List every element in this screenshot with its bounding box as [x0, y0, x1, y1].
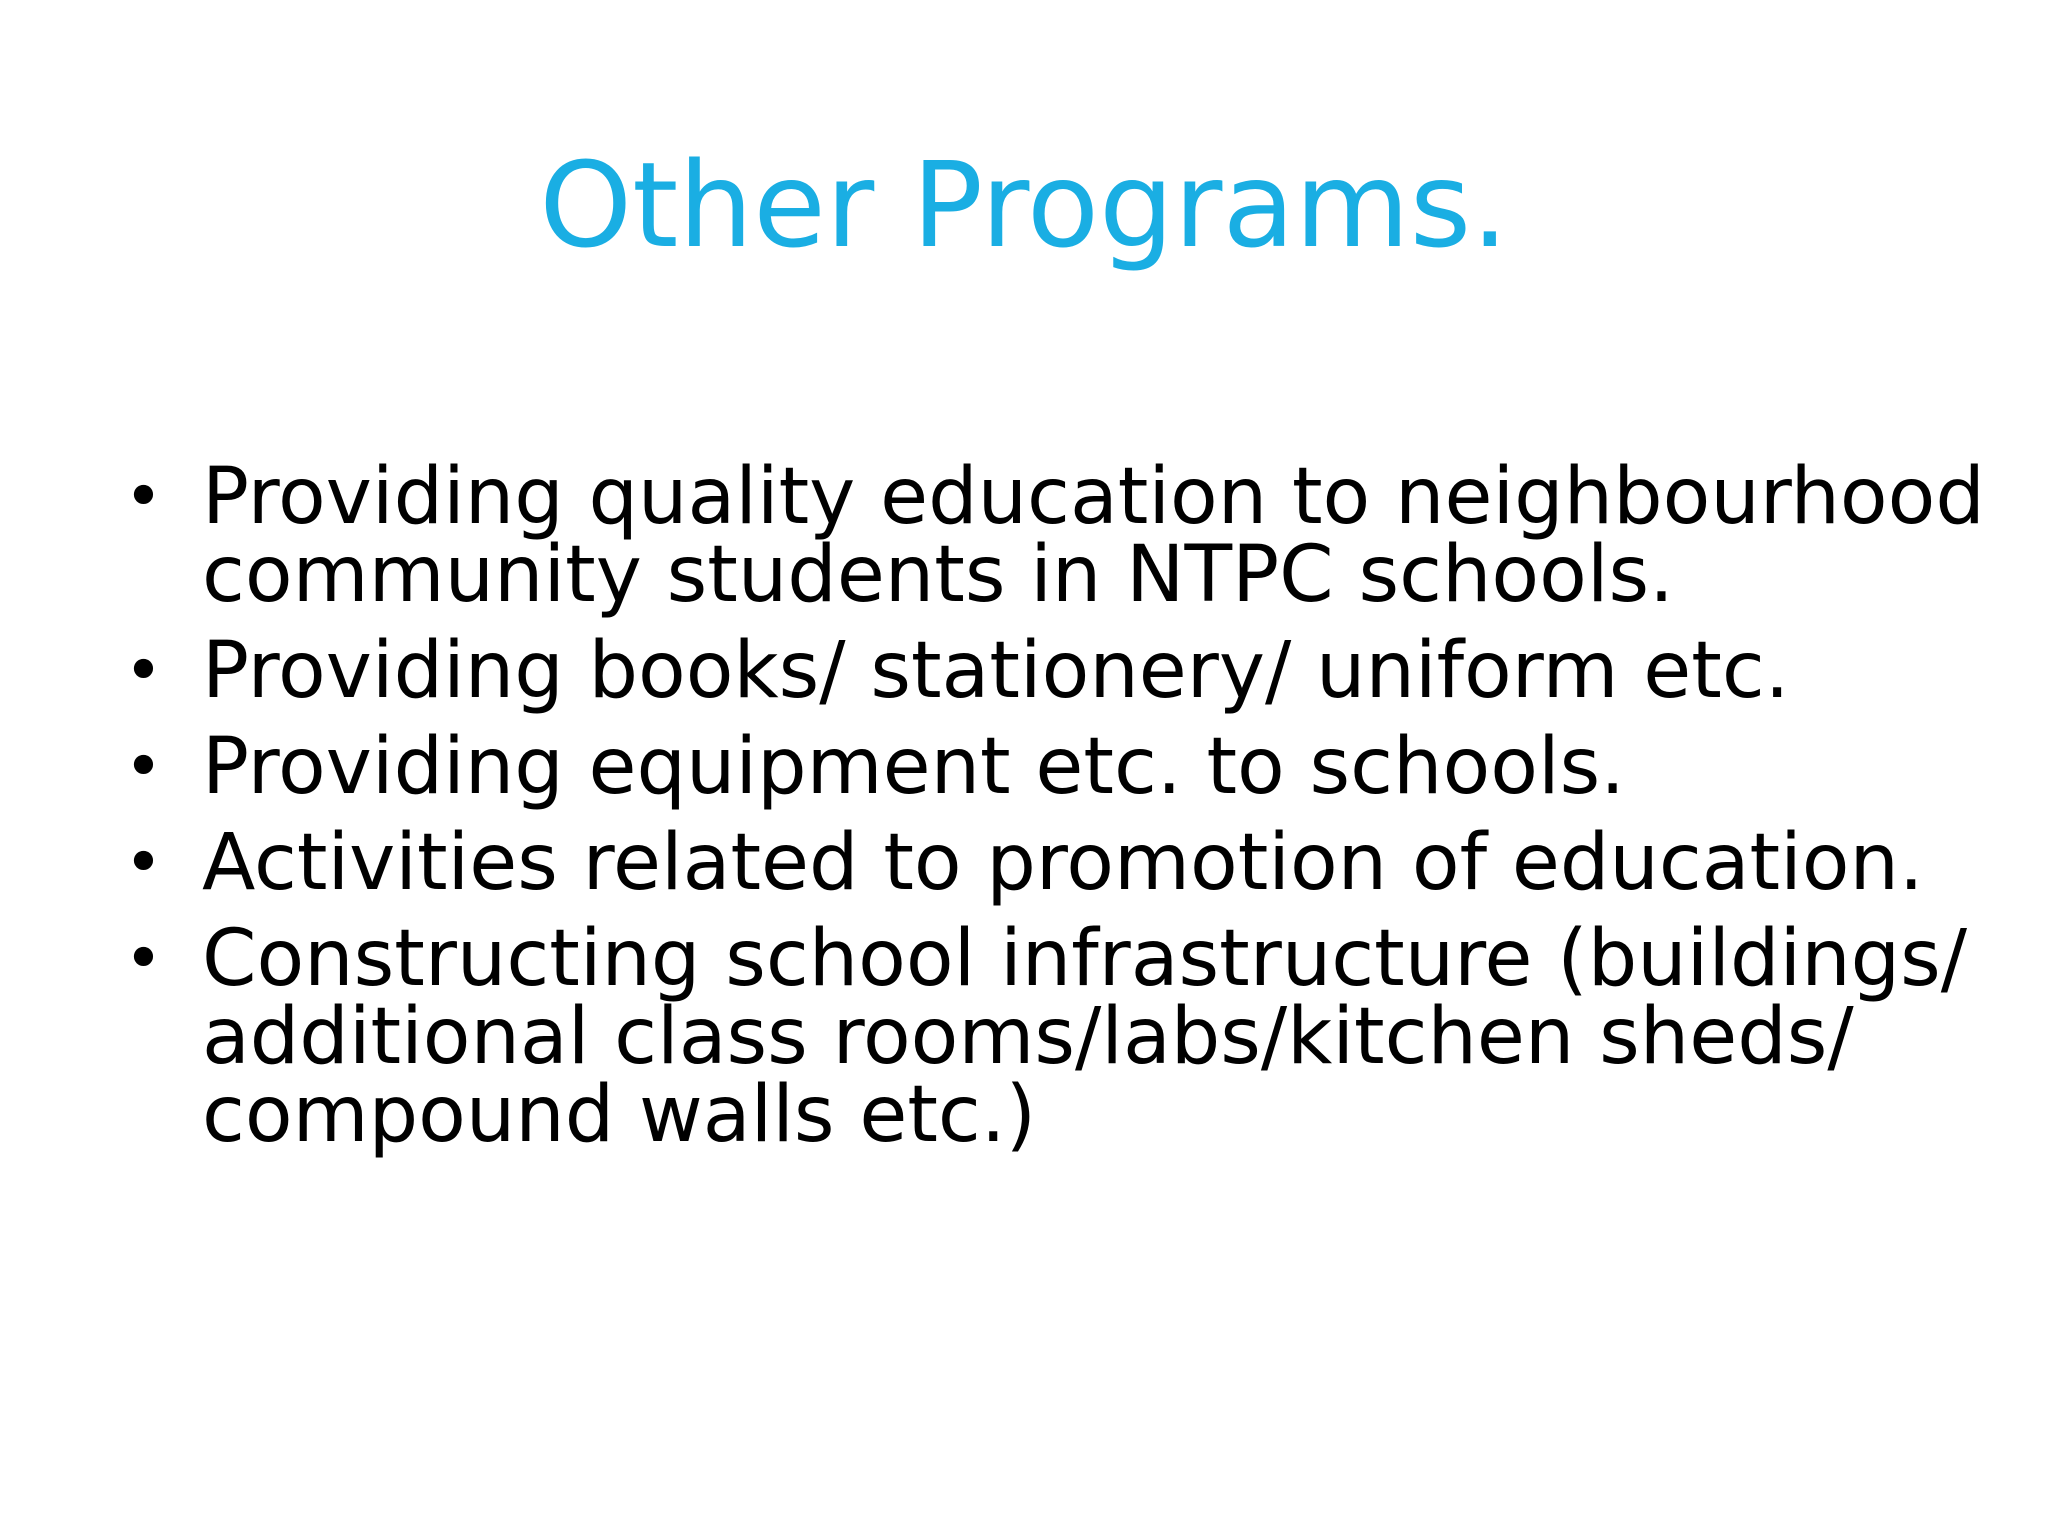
bullet-text-line: compound walls etc.) — [202, 1070, 1037, 1160]
bullet-dot-icon: • — [124, 824, 163, 901]
bullet-item — [124, 914, 1968, 1160]
bullet-text-line: Providing equipment etc. to schools. — [202, 722, 1626, 812]
bullet-item — [124, 722, 1944, 812]
bullet-item — [124, 626, 1944, 716]
bullet-dot-icon: • — [124, 458, 163, 535]
bullet-text-line: Providing books/ stationery/ uniform etc. — [202, 626, 1790, 716]
bullet-dot-icon: • — [124, 728, 163, 805]
bullet-text-line: additional class rooms/labs/kitchen sheds/ — [202, 992, 1854, 1082]
bullet-item — [124, 452, 1985, 620]
slide-title: Other Programs. — [539, 136, 1509, 274]
bullet-text-line: Activities related to promotion of education. — [202, 818, 1924, 908]
bullet-item — [124, 818, 1944, 908]
bullet-list — [124, 452, 1985, 1172]
bullet-text-line: community students in NTPC schools. — [202, 530, 1674, 620]
bullet-text-line: Constructing school infrastructure (buildings/ — [202, 914, 1968, 1004]
bullet-dot-icon: • — [124, 632, 163, 709]
bullet-dot-icon: • — [124, 920, 163, 997]
bullet-text-line: Providing quality education to neighbourhood — [202, 452, 1985, 542]
